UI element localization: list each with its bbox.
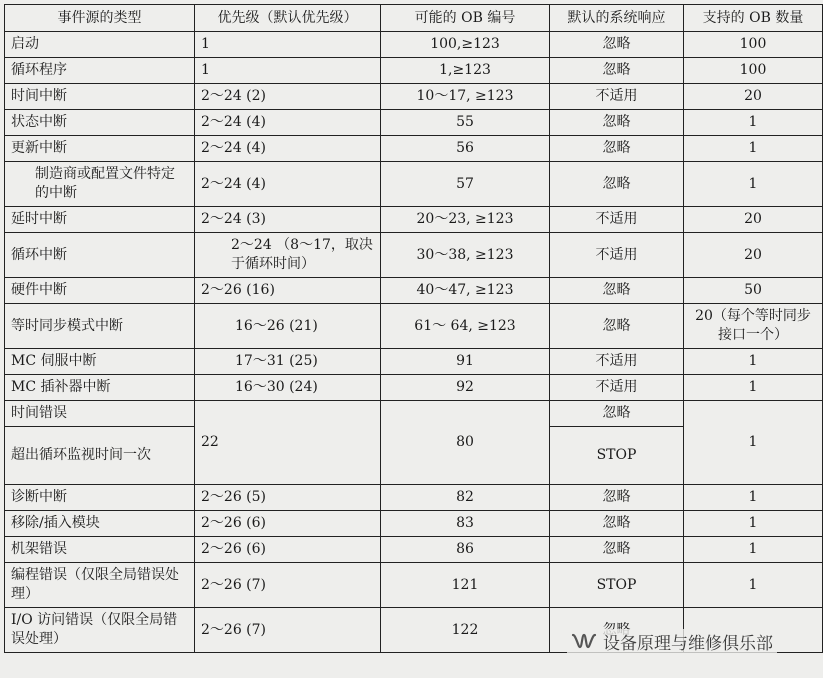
cell-event-type: MC 插补器中断 — [5, 375, 195, 401]
cell-ob-count: 1 — [684, 511, 823, 537]
cell-system-response: 忽略 — [550, 511, 684, 537]
cell-ob-number: 121 — [381, 563, 550, 608]
table-row — [5, 233, 823, 278]
cell-priority: 2～24 (4) — [195, 162, 381, 207]
cell-priority: 2～24 （8～17，取决于循环时间） — [195, 233, 381, 278]
cell-event-type: 移除/插入模块 — [5, 511, 195, 537]
cell-ob-count: 100 — [684, 32, 823, 58]
cell-ob-number: 86 — [381, 537, 550, 563]
cell-priority: 2～26 (7) — [195, 563, 381, 608]
cell-system-response: 不适用 — [550, 233, 684, 278]
cell-event-type: 机架错误 — [5, 537, 195, 563]
cell-system-response: 忽略 — [550, 537, 684, 563]
cell-ob-number: 122 — [381, 608, 550, 653]
cell-priority: 17～31 (25) — [195, 349, 381, 375]
cell-ob-count: 1 — [684, 136, 823, 162]
table-row — [5, 84, 823, 110]
event-source-table — [4, 4, 823, 653]
cell-ob-count: 1 — [684, 563, 823, 608]
cell-ob-number: 82 — [381, 485, 550, 511]
cell-system-response: STOP — [550, 427, 684, 485]
cell-ob-count: 1 — [684, 162, 823, 207]
table-row — [5, 207, 823, 233]
cell-event-type: 制造商或配置文件特定的中断 — [5, 162, 195, 207]
cell-ob-count: 20 — [684, 207, 823, 233]
cell-priority: 2～24 (4) — [195, 110, 381, 136]
cell-system-response: 不适用 — [550, 349, 684, 375]
cell-ob-count: 100 — [684, 58, 823, 84]
cell-priority: 2～24 (3) — [195, 207, 381, 233]
header-ob-count: 支持的 OB 数量 — [684, 5, 823, 32]
table-row — [5, 304, 823, 349]
cell-ob-count: 1 — [684, 401, 823, 485]
cell-priority: 16～26 (21) — [195, 304, 381, 349]
cell-system-response: 不适用 — [550, 207, 684, 233]
cell-ob-number: 56 — [381, 136, 550, 162]
cell-ob-number: 20～23, ≥123 — [381, 207, 550, 233]
cell-ob-number: 80 — [381, 401, 550, 485]
cell-ob-number: 91 — [381, 349, 550, 375]
cell-ob-number: 92 — [381, 375, 550, 401]
cell-system-response: 忽略 — [550, 278, 684, 304]
cell-ob-number: 1,≥123 — [381, 58, 550, 84]
cell-ob-number: 57 — [381, 162, 550, 207]
cell-priority: 22 — [195, 401, 381, 485]
cell-system-response: 忽略 — [550, 304, 684, 349]
cell-ob-count: 1 — [684, 110, 823, 136]
cell-ob-number: 83 — [381, 511, 550, 537]
table-row — [5, 401, 823, 427]
cell-ob-number: 10～17, ≥123 — [381, 84, 550, 110]
table-row — [5, 162, 823, 207]
cell-priority: 1 — [195, 32, 381, 58]
cell-priority: 2～26 (7) — [195, 608, 381, 653]
wechat-channel-icon — [571, 631, 597, 651]
table-row — [5, 110, 823, 136]
cell-priority: 2～24 (2) — [195, 84, 381, 110]
cell-priority: 2～26 (6) — [195, 511, 381, 537]
table-row — [5, 375, 823, 401]
cell-system-response: 忽略 — [550, 58, 684, 84]
header-system-response: 默认的系统响应 — [550, 5, 684, 32]
cell-event-type: 循环程序 — [5, 58, 195, 84]
table-row — [5, 349, 823, 375]
cell-ob-count: 20 — [684, 233, 823, 278]
cell-system-response: 忽略 — [550, 401, 684, 427]
cell-ob-count: 1 — [684, 349, 823, 375]
header-ob-number: 可能的 OB 编号 — [381, 5, 550, 32]
table-row — [5, 58, 823, 84]
cell-system-response: 忽略 — [550, 110, 684, 136]
cell-event-type: 循环中断 — [5, 233, 195, 278]
table-row — [5, 485, 823, 511]
cell-system-response: 忽略 — [550, 32, 684, 58]
cell-event-type: 诊断中断 — [5, 485, 195, 511]
cell-event-type: 延时中断 — [5, 207, 195, 233]
header-event-type: 事件源的类型 — [5, 5, 195, 32]
watermark-text: 设备原理与维修俱乐部 — [603, 633, 773, 654]
cell-ob-count: 1 — [684, 537, 823, 563]
cell-priority: 1 — [195, 58, 381, 84]
cell-ob-count: 20（每个等时同步接口一个） — [684, 304, 823, 349]
table-row — [5, 32, 823, 58]
table-row — [5, 278, 823, 304]
cell-event-type: MC 伺服中断 — [5, 349, 195, 375]
cell-event-type: I/O 访问错误（仅限全局错误处理） — [5, 608, 195, 653]
cell-ob-number: 61～ 64, ≥123 — [381, 304, 550, 349]
cell-event-type: 状态中断 — [5, 110, 195, 136]
cell-priority: 2～26 (6) — [195, 537, 381, 563]
table-row — [5, 511, 823, 537]
cell-priority: 2～26 (5) — [195, 485, 381, 511]
cell-ob-count: 20 — [684, 84, 823, 110]
cell-event-type: 更新中断 — [5, 136, 195, 162]
cell-ob-number: 30～38, ≥123 — [381, 233, 550, 278]
cell-ob-count: 1 — [684, 485, 823, 511]
cell-event-type: 硬件中断 — [5, 278, 195, 304]
header-priority: 优先级（默认优先级） — [195, 5, 381, 32]
cell-ob-number: 40～47, ≥123 — [381, 278, 550, 304]
cell-ob-number: 100,≥123 — [381, 32, 550, 58]
cell-system-response: 不适用 — [550, 84, 684, 110]
cell-ob-count: 1 — [684, 375, 823, 401]
cell-ob-number: 55 — [381, 110, 550, 136]
cell-event-type: 启动 — [5, 32, 195, 58]
table-header-row — [5, 5, 823, 32]
cell-priority: 2～26 (16) — [195, 278, 381, 304]
table-row — [5, 136, 823, 162]
table-row — [5, 563, 823, 608]
cell-event-type: 编程错误（仅限全局错误处理） — [5, 563, 195, 608]
cell-priority: 2～24 (4) — [195, 136, 381, 162]
cell-event-type: 等时同步模式中断 — [5, 304, 195, 349]
cell-ob-count: 50 — [684, 278, 823, 304]
cell-system-response: 不适用 — [550, 375, 684, 401]
cell-system-response: 忽略 — [550, 136, 684, 162]
cell-system-response: 忽略 — [550, 162, 684, 207]
table-row — [5, 537, 823, 563]
cell-priority: 16～30 (24) — [195, 375, 381, 401]
watermark — [567, 629, 777, 653]
cell-event-type: 超出循环监视时间一次 — [5, 427, 195, 485]
cell-system-response: 忽略 — [550, 485, 684, 511]
cell-system-response: STOP — [550, 563, 684, 608]
cell-event-type: 时间中断 — [5, 84, 195, 110]
cell-event-type: 时间错误 — [5, 401, 195, 427]
